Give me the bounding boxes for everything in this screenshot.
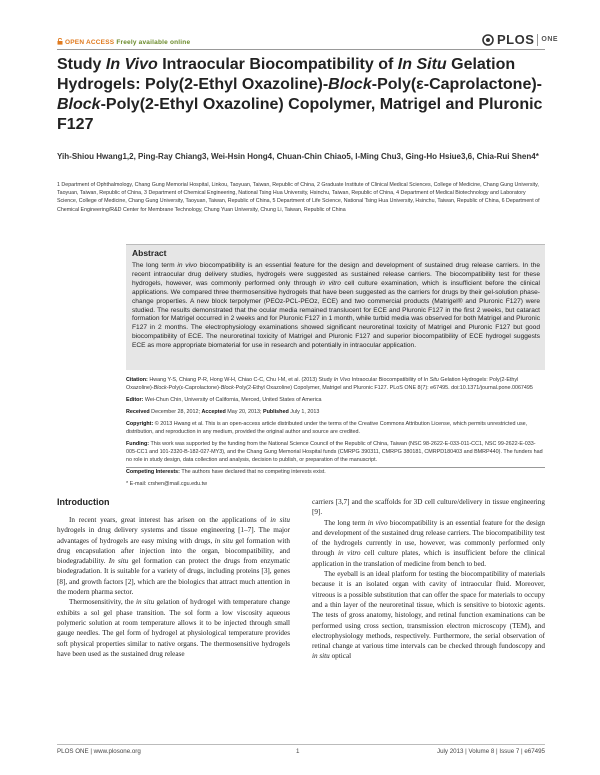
intro-paragraph-1: In recent years, great interest has arisen on the applications of in situ hydrogels in drug delivery systems and tissue engineering [1–7]. The major advantages of hydrogels are easy mixing with drugs, in situ gel formation with drug encapsulation after injection into the organ, biocompatibility, and biodegradability. In situ gel formation can protect the drugs from enzymatic biodegradation. It is suitable for a variety of drugs, including proteins [3], genes [8], and growth factors [2], which are the biologics that attract much attention in the modern pharma sector. — [57, 516, 291, 597]
abstract-text: The long term in vivo biocompatibility is an essential feature for the design and development of sustained drug release carriers. In the recent intraocular drug delivery studies, hydrogels were suggested as sustained release carriers. The biocompatibility test for these hydrogels, however, was commonly performed only through in vitro cell culture examination, which is insufficient before the clinical applications. We compared three thermosensitive hydrogels that have been suggested as the carriers for drugs by their gel-solution phase-change properties. A new block terpolymer (PEOz-PCL-PEOz, ECE) and two commercial products (Matrigel® and Pluronic F127) were studied. The results demonstrated that the ocular media remained translucent for ECE and Pluronic F127 in the first 2 weeks, but cataract formation for Matrigel occurred in 2 weeks and for Pluronic F127 in 1 month, while turbid media was observed for both Matrigel and Pluronic F127 in 2 months. The electrophysiology examinations showed significant neuroretinal toxicity of Matrigel and Pluronic F127 but good biocompatibility of ECE. The neuroretinal toxicity of Matrigel and Pluronic F127 and superior biocompatibility of ECE hydrogel suggests ECE as more appropriate biomaterial for use in research and potentially in intraocular application. — [132, 262, 541, 350]
abstract-heading: Abstract — [132, 248, 167, 258]
header-rule — [57, 49, 545, 50]
email[interactable]: * E-mail: crshen@mail.cgu.edu.tw — [126, 481, 207, 488]
open-access-banner — [57, 38, 190, 46]
copyright: Copyright: © 2013 Hwang et al. This is an open-access article distributed under the terms of the Creative Commons Attribution License, which permits unrestricted use, distribution, and reproduction in any medium, provided the original author and source are credited. — [126, 421, 528, 436]
citation: Citation: Hwang Y-S, Chiang P-R, Hong W-H, Chiao C-C, Chu I-M, et al. (2013) Study In Vivo Intraocular Biocompatibility of In Situ Gelation Hydrogels: Poly(2-Ethyl Oxazoline)-Block-Poly(ε-Caprolactone)-Block-Poly(2-Ethyl Oxazoline) Copolymer, Matrigel and Pluronic F127. PLoS ONE 8(7): e67495. doi:10.1371/journal.pone.0067495 — [126, 377, 533, 391]
access-label: ACCESS — [86, 39, 115, 46]
article-title: Study In Vivo Intraocular Biocompatibility of In Situ Gelation Hydrogels: Poly(2-Ethyl Oxazoline)-Block-Poly(ε-Caprolactone)-Block-Poly(2-Ethyl Oxazoline) Copolymer, Matrigel and Pluronic F127 — [57, 56, 543, 133]
one-wordmark: ONE — [541, 36, 559, 43]
page-number: 1 — [296, 748, 300, 755]
left-column — [57, 515, 290, 659]
footer-issue-info: July 2013 | Volume 8 | Issue 7 | e67495 — [436, 748, 545, 755]
competing-interests: Competing Interests: The authors have declared that no competing interests exist. — [126, 468, 326, 475]
introduction-heading: Introduction — [57, 497, 110, 507]
footer-journal-link[interactable]: PLOS ONE | www.plosone.org — [57, 748, 141, 755]
intro-paragraph-continued: carriers [3,7] and the scaffolds for 3D cell culture/delivery in tissue engineering [9]. — [312, 498, 545, 517]
right-column — [312, 497, 545, 662]
open-lock-icon — [57, 38, 63, 45]
open-label: OPEN — [65, 39, 85, 46]
logo-divider — [537, 34, 538, 46]
info-rule — [126, 467, 545, 468]
funding: Funding: This work was supported by the funding from the National Science Council of the Republic of China, Taiwan (NSC 98-2622-E-033-011-CC1, NSC 99-2622-E-033-005-CC1 and 101-2320-B-182-027-MY3), and the Chang Gung Memorial Hospital funds (CMRPG 390311, CMRPG 380181, CMRPD180403 and BMRP440). The funders had no role in study design, data collection and analysis, decision to publish, or preparation of the manuscript. — [126, 441, 543, 463]
plos-logo-icon — [482, 34, 494, 46]
freely-available-label: Freely available online — [116, 39, 191, 46]
article-info — [126, 377, 545, 493]
plos-wordmark: PLOS — [497, 32, 535, 47]
dates: Received December 28, 2012; Accepted May 20, 2013; Published July 1, 2013 — [126, 409, 320, 416]
footer-rule — [57, 744, 545, 745]
author-list: Yih-Shiou Hwang1,2, Ping-Ray Chiang3, Wei-Hsin Hong4, Chuan-Chin Chiao5, I-Ming Chu3, Ging-Ho Hsiue3,6, Chia-Rui Shen4* — [57, 152, 539, 161]
affiliations: 1 Department of Ophthalmology, Chang Gung Memorial Hospital, Linkou, Taoyuan, Taiwan, Republic of China, 2 Graduate Institute of Clinical Medical Sciences, College of Medicine, Chang Gung University, Taoyuan, Taiwan, Republic of China, 3 Department of Chemical Engineering, National Tsing Hua University, Hsinchu, Taiwan, Republic of China, 4 Department of Medical Biotechnology and Laboratory Science, College of Medicine, Chang Gung University, Taoyuan, Taiwan, Republic of China, 5 Department of Life Science, National Tsing Hua University, Hsinchu, Taiwan, Republic of China, 6 Department of Chemical Engineering/R&D Center for Membrane Technology, Chung Yuan University, Chung Li, Taiwan, Republic of China — [57, 182, 540, 213]
intro-paragraph-3: The long term in vivo biocompatibility is an essential feature for the design and development of the sustained drug release carriers. The biocompatibility test of the hydrogels currently in use, however, was commonly performed only through in vitro cell culture plates, which is insufficient before the clinical application in the translation of medicine from bench to bed. — [312, 518, 546, 568]
intro-paragraph-4: The eyeball is an ideal platform for testing the biocompatibility of materials because it is an isolated organ with cavity of intraocular fluid. Moreover, vitreous is a possible substitution that can offer the space for materials to occupy and a thin layer of the neuroretinal tissue, which is sensitive to biotoxic agents. The tests of gross anatomy, histology, and retinal function examinations can be performed using cross section, transmission electron microscopy (TEM), and electrophysiology methods, respectively. Furthermore, the serial observation of retinal change at various time intervals can be checked through fundoscopy and in situ optical — [312, 570, 545, 661]
editor: Editor: Wei-Chun Chin, University of California, Merced, United States of America — [126, 396, 322, 403]
intro-paragraph-2: Thermosensitivity, the in situ gelation of hydrogel with temperature change exhibits a sol gel phase transition. The sol form a low viscosity aqueous polymeric solution at room temperature allows it to be injected through small gauge needles. The gel form of hydrogel at physiological temperature provides soft physical properties similar to native organs. The thermosensitive hydrogels have been used as the sustained drug release — [57, 598, 290, 658]
plos-one-logo — [482, 32, 558, 47]
